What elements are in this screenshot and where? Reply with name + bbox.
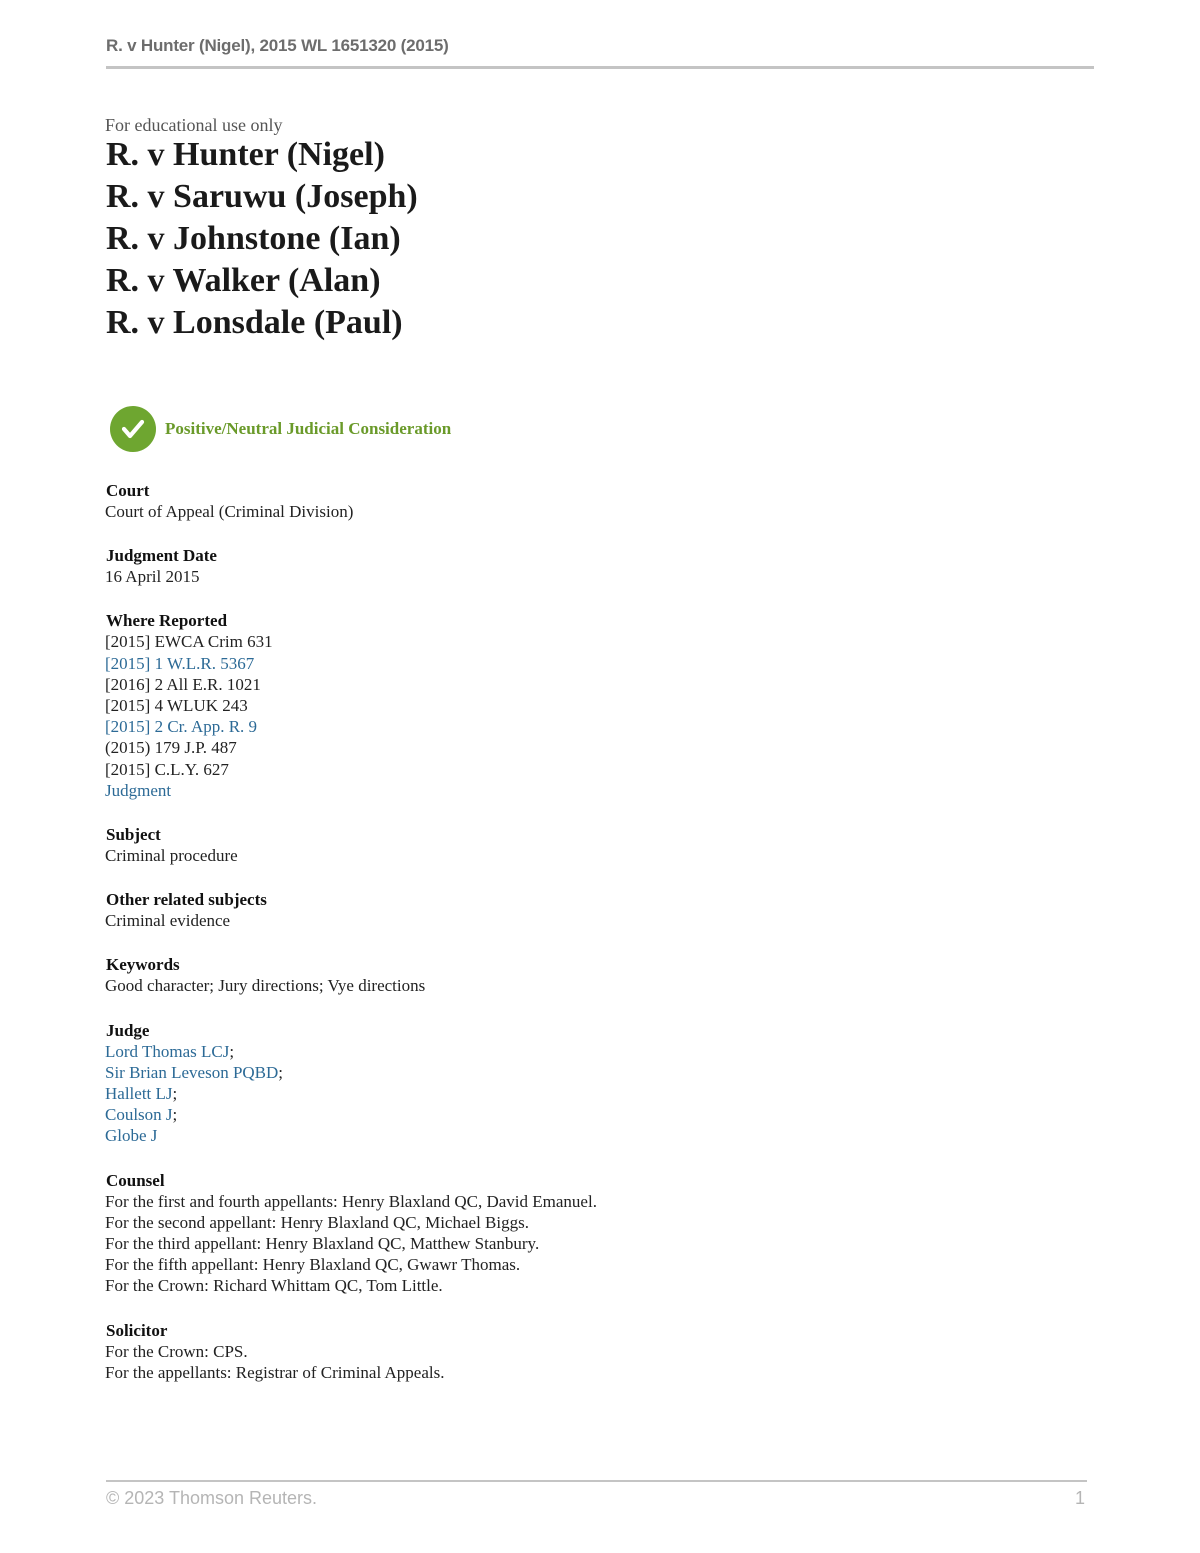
subject-section [105,824,1005,866]
educational-notice: For educational use only [105,115,283,135]
counsel-line: For the second appellant: Henry Blaxland QC, Michael Biggs. [105,1212,529,1232]
page-number: 1 [1075,1488,1086,1508]
judge-entry [105,1062,1005,1083]
other-related-subjects-section [105,889,1005,931]
section-label: Where Reported [106,611,228,631]
footer-divider [106,1480,1087,1482]
judge-section [105,1020,1005,1147]
judgment-link[interactable]: Judgment [105,780,172,800]
subject-value: Criminal procedure [105,846,238,866]
citation: [2015] 4 WLUK 243 [105,696,248,716]
judge-link[interactable]: Sir Brian Leveson PQBD [105,1062,279,1082]
header-divider [106,66,1094,69]
keywords-section [105,954,1005,996]
judge-entry [105,1104,1005,1125]
section-label: Keywords [106,955,180,975]
citation: [2015] EWCA Crim 631 [105,632,273,652]
counsel-line: For the first and fourth appellants: Henry Blaxland QC, David Emanuel. [105,1191,597,1211]
footer-copyright: © 2023 Thomson Reuters. [106,1488,318,1508]
case-title: R. v Johnstone (Ian) [106,220,401,257]
judge-link[interactable]: Globe J [105,1126,158,1146]
flag-label: Positive/Neutral Judicial Consideration [165,419,452,438]
case-title: R. v Lonsdale (Paul) [106,304,403,341]
judge-entry [105,1041,1005,1062]
section-label: Judgment Date [106,546,217,566]
keywords-value: Good character; Jury directions; Vye directions [105,976,426,996]
citation-link[interactable]: [2015] 2 Cr. App. R. 9 [105,717,258,737]
citation: [2015] C.L.Y. 627 [105,759,229,779]
section-label: Solicitor [106,1320,168,1340]
counsel-line: For the third appellant: Henry Blaxland QC, Matthew Stanbury. [105,1234,540,1254]
solicitor-line: For the Crown: CPS. [105,1341,248,1361]
section-label: Other related subjects [106,890,267,910]
case-metadata [105,480,1005,1406]
judge-link[interactable]: Hallett LJ [105,1084,173,1104]
court-value: Court of Appeal (Criminal Division) [105,502,354,521]
citation: [2016] 2 All E.R. 1021 [105,674,261,694]
counsel-section [105,1170,1005,1297]
citation-link[interactable]: [2015] 1 W.L.R. 5367 [105,653,255,673]
judgment-date-section [105,545,1005,587]
judge-separator: ; [278,1062,284,1082]
case-title: R. v Saruwu (Joseph) [106,178,418,215]
citation: (2015) 179 J.P. 487 [105,738,237,758]
judgment-date-value: 16 April 2015 [105,567,200,587]
header-title: R. v Hunter (Nigel), 2015 WL 1651320 (2015) [106,36,449,55]
section-label: Counsel [106,1170,165,1190]
judge-link[interactable]: Lord Thomas LCJ [105,1041,230,1061]
where-reported-section [105,610,1005,801]
section-label: Court [106,481,150,500]
solicitor-section [105,1320,1005,1383]
page-header [106,36,1094,56]
counsel-line: For the fifth appellant: Henry Blaxland QC, Gwawr Thomas. [105,1255,521,1275]
judge-entry [105,1125,1005,1146]
other-related-subjects-value: Criminal evidence [105,911,231,931]
case-title: R. v Walker (Alan) [106,262,381,299]
court-section [105,480,1005,522]
section-label: Subject [106,825,161,845]
judge-separator: ; [172,1084,178,1104]
checkmark-icon [110,406,156,452]
judge-link[interactable]: Coulson J [105,1105,173,1125]
judicial-consideration-flag[interactable] [110,406,451,452]
counsel-line: For the Crown: Richard Whittam QC, Tom Little. [105,1276,443,1296]
case-title: R. v Hunter (Nigel) [106,136,385,173]
section-label: Judge [106,1020,150,1040]
solicitor-line: For the appellants: Registrar of Criminal Appeals. [105,1362,445,1382]
judge-entry [105,1083,1005,1104]
judge-separator: ; [229,1041,235,1061]
case-titles [106,134,418,344]
judge-separator: ; [172,1105,178,1125]
